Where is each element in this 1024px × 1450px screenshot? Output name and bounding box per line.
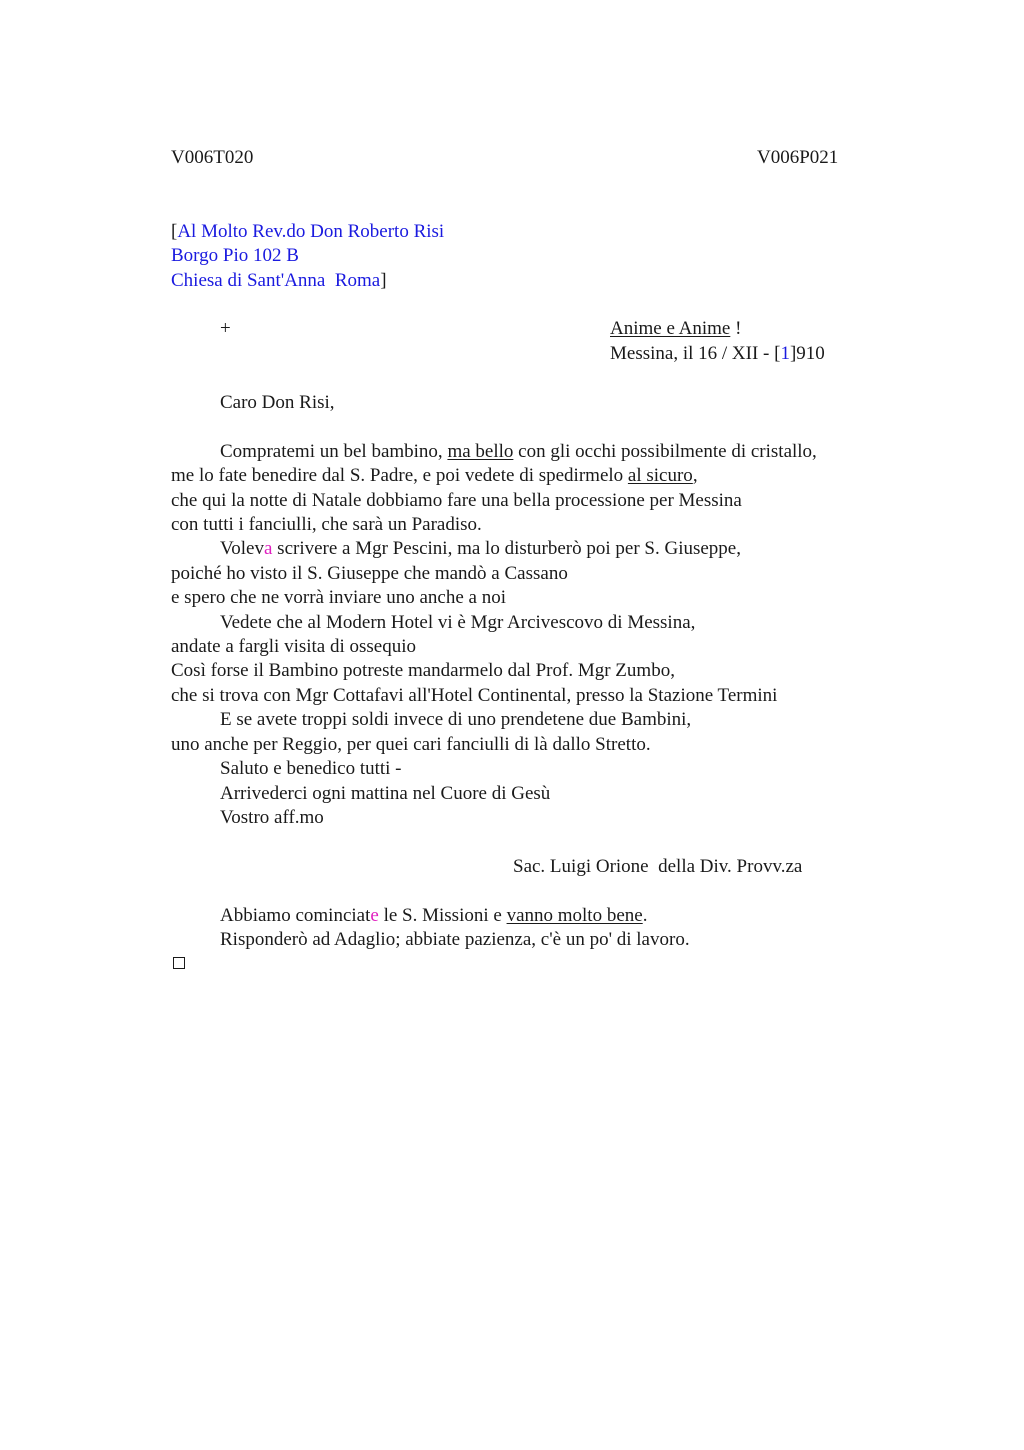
body-line: E se avete troppi soldi invece di uno prendetene due Bambini,	[220, 709, 692, 730]
body-line: che qui la notte di Natale dobbiamo fare una bella processione per Messina	[171, 490, 742, 511]
cross-symbol: +	[220, 318, 231, 339]
body-line: uno anche per Reggio, per quei cari fanciulli di là dallo Stretto.	[171, 734, 651, 755]
document-code-right: V006P021	[757, 147, 839, 168]
motto	[610, 318, 741, 340]
body-underlined: ma bello	[447, 441, 514, 462]
motto-suffix: !	[730, 318, 742, 339]
body-line: poiché ho visto il S. Giuseppe che mandò a Cassano	[171, 563, 568, 584]
motto-underlined: Anime e Anime	[610, 318, 731, 339]
body-text: ,	[692, 465, 698, 486]
address-church: Chiesa di Sant'Anna Roma	[171, 270, 381, 291]
body-line: Vedete che al Modern Hotel vi è Mgr Arcivescovo di Messina,	[220, 612, 696, 633]
postscript-line	[220, 905, 647, 927]
ps-underlined: vanno molto bene	[506, 905, 643, 926]
date-prefix: Messina, il 16 / XII - [	[610, 343, 781, 364]
postscript-line: Risponderò ad Adaglio; abbiate pazienza, c'è un po' di lavoro.	[220, 929, 690, 950]
body-line: che si trova con Mgr Cottafavi all'Hotel Continental, presso la Stazione Termini	[171, 685, 778, 706]
body-line: con tutti i fanciulli, che sarà un Paradiso.	[171, 514, 482, 535]
salutation: Caro Don Risi,	[220, 392, 335, 413]
body-text: scrivere a Mgr Pescini, ma lo disturberò poi per S. Giuseppe,	[272, 538, 741, 559]
body-text: me lo fate benedire dal S. Padre, e poi vedete di spedirmelo	[171, 465, 628, 486]
address-line-3	[171, 270, 387, 292]
address-close-bracket: ]	[380, 270, 387, 291]
body-text: Volev	[220, 538, 264, 559]
date-inserted-digit: 1	[780, 343, 790, 364]
body-line: Saluto e benedico tutti -	[220, 758, 402, 779]
body-text: Compratemi un bel bambino,	[220, 441, 448, 462]
address-line-1	[171, 221, 444, 243]
body-text: con gli occhi possibilmente di cristallo,	[513, 441, 817, 462]
body-underlined: al sicuro	[627, 465, 693, 486]
body-line: Così forse il Bambino potreste mandarmelo dal Prof. Mgr Zumbo,	[171, 660, 675, 681]
date-suffix: ]910	[789, 343, 825, 364]
address-open-bracket: [	[171, 221, 178, 242]
body-line: Arrivederci ogni mattina nel Cuore di Gesù	[220, 783, 551, 804]
end-marker-box-icon	[173, 957, 185, 969]
body-line: andate a fargli visita di ossequio	[171, 636, 417, 657]
closing: Vostro aff.mo	[220, 807, 324, 828]
signature: Sac. Luigi Orione della Div. Provv.za	[513, 856, 803, 877]
ps-text: .	[642, 905, 648, 926]
correction-mark: e	[370, 905, 379, 926]
ps-text: Abbiamo cominciat	[220, 905, 371, 926]
address-recipient: Al Molto Rev.do Don Roberto Risi	[177, 221, 445, 242]
body-line	[171, 465, 698, 487]
ps-text: le S. Missioni e	[378, 905, 507, 926]
document-code-left: V006T020	[171, 147, 254, 168]
body-line	[220, 538, 741, 560]
letter-date	[610, 343, 825, 365]
body-line	[220, 441, 817, 463]
correction-mark: a	[263, 538, 273, 559]
address-line-2: Borgo Pio 102 B	[171, 245, 299, 266]
body-line: e spero che ne vorrà inviare uno anche a noi	[171, 587, 506, 608]
